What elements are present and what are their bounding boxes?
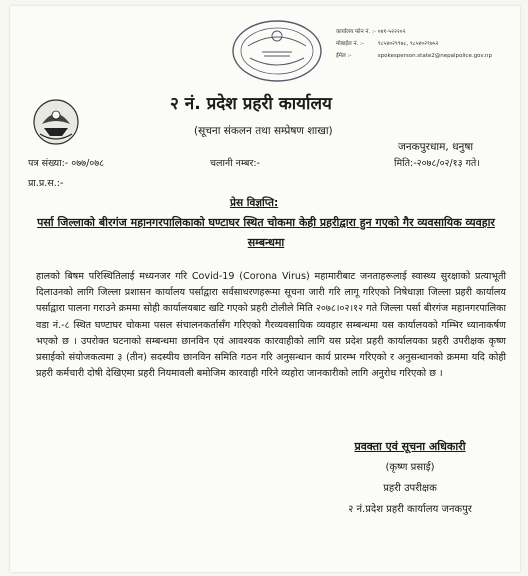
press-release-document <box>10 6 520 572</box>
signature-block <box>310 436 510 520</box>
press-release-heading: प्रेस विज्ञप्ति: <box>230 197 279 209</box>
phone-label: कार्यालय फोन नं. :- <box>336 29 376 35</box>
mobile-label: मोबाईल नं. :- <box>336 41 364 47</box>
email-value[interactable]: spokesperson.state2@nepalpolice.gov.np <box>377 53 492 59</box>
signatory-title: प्रवक्ता एवं सूचना अधिकारी <box>354 440 466 453</box>
email-row <box>336 50 492 62</box>
signatory-rank: प्रहरी उपरीक्षक <box>383 483 437 494</box>
press-release-body: हालको बिषम परिस्थितिलाई मध्यनजर गरि Covid-19 (Corona Virus) महामारीबाट जनताहरूलाई स्वास्थ्य सुरक्षाको प्रत्याभूती दिलाउनको लागि जिल्ला प्रशासन कार्यालय पर्साद्वारा सर्वसाधरणहरूमा सूचना जारी गरि लागू गरिएको निषेधाज्ञा जिल्ला प्रहरी कार्यालय पर्साद्वारा पालना गराउने क्रममा सोही कार्यालयबाट खटि गएको प्रहरी टोलीले मिति २०७८।०२।१२ गते जिल्ला पर्सा बीरगंज महानगरपालिका वडा नं.-८ स्थित घण्टाघर चोकमा पसल संचालनकर्तासँग गरिएको गैरव्यवसायिक व्यवहार सम्बन्धमा यस कार्यालयको गम्भिर ध्यानाकर्षण भएको छ । उपरोक्त घटनाको सम्बन्धमा छानविन एवं आवश्यक कारवाहीको लागि यस प्रदेश प्रहरी कार्यालयका प्रहरी उपरीक्षक कृष्ण प्रसाईको संयोजकत्वमा ३ (तीन) सदस्यीय छानविन समिति गठन गरि अनुसन्धान कार्य प्रारम्भ गरिएको र अनुसन्धानको क्रममा यदि कोही प्रहरी कर्मचारी दोषी देखिएमा प्रहरी नियमावली बमोजिम कारवाही गरिने व्यहोरा जानकारीको लागि अनुरोध गरिएको छ । <box>36 271 506 380</box>
signatory-office: २ नं.प्रदेश प्रहरी कार्यालय जनकपुर <box>348 504 472 515</box>
office-title: २ नं. प्रदेश प्रहरी कार्यालय <box>170 94 332 114</box>
issue-date: मिति:-२०७८/०२/१३ गते। <box>394 158 480 169</box>
press-release-subject: पर्सा जिल्लाको बीरगंज महानगरपालिकाको घण्टाघर स्थित चोकमा केही प्रहरीद्वारा हुन गएको गैर व्यवसायिक व्यवहार सम्बन्धमा <box>37 216 495 249</box>
pra-pra-sa: प्रा.प्र.स.:- <box>28 178 64 189</box>
email-label: ईमेल :- <box>336 53 352 59</box>
mobile-value: ९८५४०२९९७८, ९८५४०२९७५२ <box>377 41 439 47</box>
section-name: (सूचना संकलन तथा सम्प्रेषण शाखा) <box>194 125 333 137</box>
location: जनकपुरधाम, धनुषा <box>398 141 474 153</box>
dispatch-number: चलानी नम्बर:- <box>210 158 260 169</box>
mobile-row <box>336 38 492 50</box>
phone-value: ०४१-५२२२०२ <box>377 29 406 35</box>
phone-row <box>336 26 492 38</box>
contact-block <box>336 26 492 62</box>
office-seal-stamp-icon <box>228 16 326 86</box>
nepal-police-emblem-icon <box>32 98 80 146</box>
signatory-name: (कृष्ण प्रसाई) <box>385 462 435 473</box>
letter-number: पत्र संख्या:- ०७७/०७८ <box>28 158 105 169</box>
office-heading <box>170 91 332 114</box>
